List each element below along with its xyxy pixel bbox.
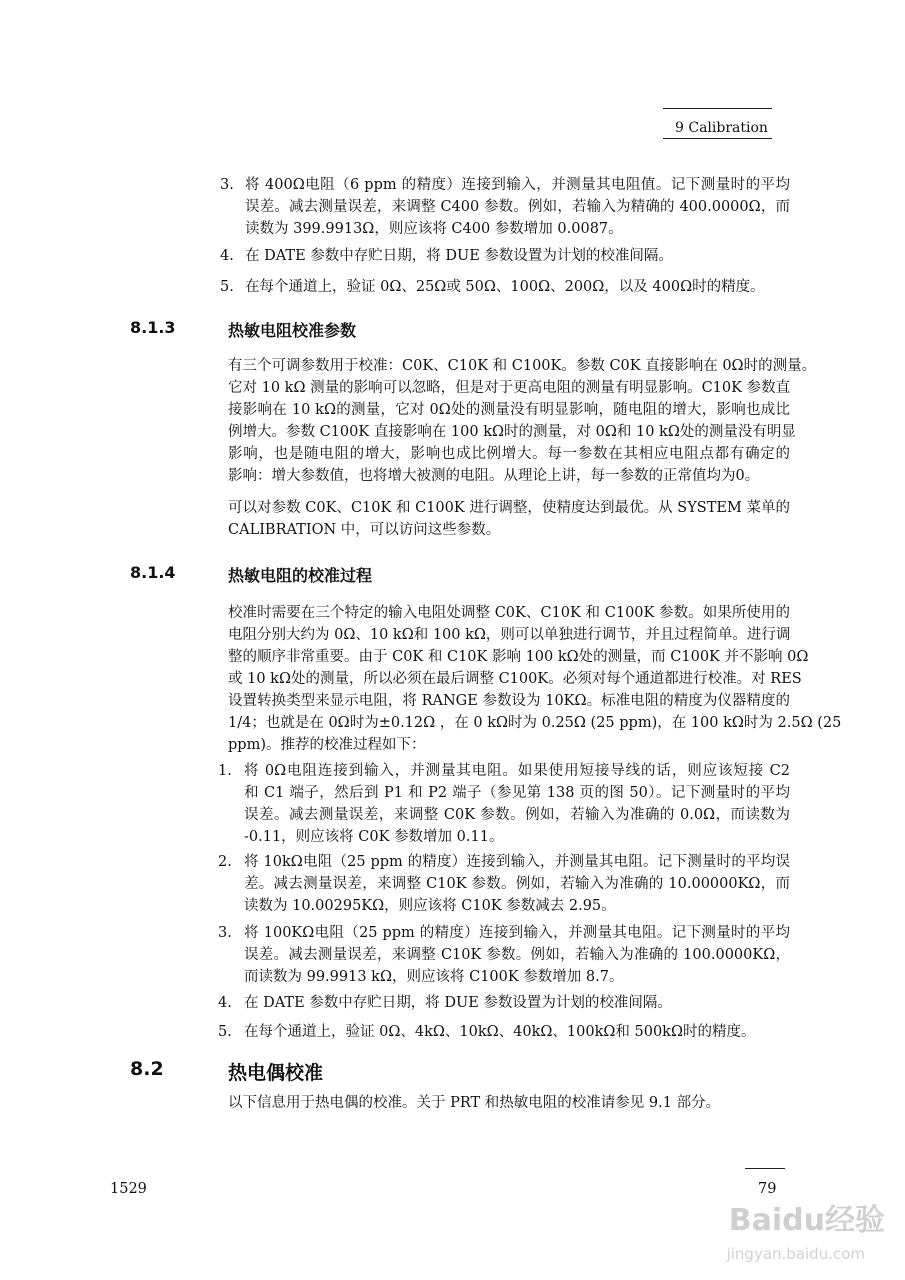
text-line: 接影响在 10 kΩ的测量，它对 0Ω处的测量没有明显影响，随电阻的增大，影响也成比 bbox=[228, 402, 790, 418]
section-number-82: 8.2 bbox=[130, 1058, 164, 1080]
text-line: 在 DATE 参数中存贮日期，将 DUE 参数设置为计划的校准间隔。 bbox=[244, 995, 672, 1011]
text-line: 整的顺序非常重要。由于 C0K 和 C10K 影响 100 kΩ处的测量，而 C100K 并不影响 0Ω bbox=[228, 649, 809, 665]
section-number-813: 8.1.3 bbox=[130, 318, 176, 337]
text-line: 例增大。参数 C100K 直接影响在 100 kΩ时的测量，对 0Ω和 10 kΩ处的测量没有明显 bbox=[228, 424, 796, 440]
page-number: 79 bbox=[758, 1181, 777, 1197]
chapter-header: 9 Calibration bbox=[675, 120, 768, 136]
list-number: 3. bbox=[218, 925, 232, 941]
footer-code: 1529 bbox=[110, 1181, 147, 1197]
text-line: 1/4；也就是在 0Ω时为±0.12Ω ，在 0 kΩ时为 0.25Ω (25 ppm)，在 100 kΩ时为 2.5Ω (25 bbox=[228, 715, 842, 731]
header-rule-bottom bbox=[663, 138, 772, 139]
paragraph-813-2 bbox=[228, 497, 790, 541]
list-item bbox=[245, 245, 790, 267]
list-number: 4. bbox=[220, 248, 234, 264]
text-line: CALIBRATION 中，可以访问这些参数。 bbox=[228, 522, 501, 538]
list-number: 5. bbox=[218, 1024, 232, 1040]
section-title-814: 热敏电阻的校准过程 bbox=[228, 566, 373, 585]
text-line: 在每个通道上，验证 0Ω、25Ω或 50Ω、100Ω、200Ω，以及 400Ω时的精度。 bbox=[245, 279, 765, 295]
text-line: 校准时需要在三个特定的输入电阻处调整 C0K、C10K 和 C100K 参数。如果所使用的 bbox=[228, 605, 790, 621]
text-line: 它对 10 kΩ 测量的影响可以忽略，但是对于更高电阻的测量有明显影响。C10K 参数直 bbox=[228, 380, 791, 396]
list-number: 3. bbox=[220, 177, 234, 193]
text-line: 将 10kΩ电阻（25 ppm 的精度）连接到输入，并测量其电阻。记下测量时的平均误 bbox=[244, 854, 790, 870]
text-line: 和 C1 端子，然后到 P1 和 P2 端子（参见第 138 页的图 50）。记下测量时的平均 bbox=[244, 785, 790, 801]
list-number: 5. bbox=[220, 279, 234, 295]
list-item bbox=[244, 851, 790, 917]
text-line: 读数为 399.9913Ω，则应该将 C400 参数增加 0.0087。 bbox=[245, 221, 623, 237]
text-line: 在 DATE 参数中存贮日期，将 DUE 参数设置为计划的校准间隔。 bbox=[245, 248, 673, 264]
list-number: 1. bbox=[218, 763, 232, 779]
baidu-watermark-url: jingyan.baidu.com bbox=[726, 1245, 865, 1263]
text-line: 有三个可调参数用于校准：C0K、C10K 和 C100K。参数 C0K 直接影响在 0Ω时的测量。 bbox=[228, 358, 817, 374]
text-line: 读数为 10.00295KΩ，则应该将 C10K 参数减去 2.95。 bbox=[244, 898, 616, 914]
section-title-813: 热敏电阻校准参数 bbox=[228, 321, 357, 340]
text-line: 将 100KΩ电阻（25 ppm 的精度）连接到输入，并测量其电阻。记下测量时的平均 bbox=[244, 925, 790, 941]
text-line: 将 400Ω电阻（6 ppm 的精度）连接到输入，并测量其电阻值。记下测量时的平均 bbox=[245, 177, 790, 193]
text-line: 影响：增大参数值，也将增大被测的电阻。从理论上讲，每一参数的正常值均为0。 bbox=[228, 468, 760, 484]
text-line: 误差。减去测量误差，来调整 C10K 参数。例如，若输入为准确的 100.0000KΩ， bbox=[244, 947, 790, 963]
baidu-watermark-logo: Baidu经验 bbox=[728, 1203, 885, 1238]
list-item bbox=[245, 276, 790, 298]
text-line: 或 10 kΩ处的测量，所以必须在最后调整 C100K。必须对每个通道都进行校准。对 RES bbox=[228, 671, 802, 687]
text-line: 影响，也是随电阻的增大，影响也成比例增大。每一参数在其相应电阻点都有确定的 bbox=[228, 446, 790, 462]
text-line: ppm)。推荐的校准过程如下： bbox=[228, 737, 426, 753]
list-number: 4. bbox=[218, 995, 232, 1011]
text-line: 电阻分别大约为 0Ω、10 kΩ和 100 kΩ，则可以单独进行调节，并且过程简单。进行调 bbox=[228, 627, 791, 643]
list-item bbox=[244, 992, 790, 1014]
list-item bbox=[245, 174, 790, 240]
paragraph-82: 以下信息用于热电偶的校准。关于 PRT 和热敏电阻的校准请参见 9.1 部分。 bbox=[228, 1095, 721, 1111]
text-line: -0.11，则应该将 C0K 参数增加 0.11。 bbox=[244, 829, 504, 845]
text-line: 差。减去测量误差，来调整 C10K 参数。例如，若输入为准确的 10.00000KΩ，而 bbox=[244, 876, 790, 892]
text-line: 将 0Ω电阻连接到输入，并测量其电阻。如果使用短接导线的话，则应该短接 C2 bbox=[244, 763, 790, 779]
list-item bbox=[244, 922, 790, 988]
text-line: 在每个通道上，验证 0Ω、4kΩ、10kΩ、40kΩ、100kΩ和 500kΩ时的精度。 bbox=[244, 1024, 756, 1040]
footer-rule bbox=[745, 1168, 785, 1169]
text-line: 而读数为 99.9913 kΩ，则应该将 C100K 参数增加 8.7。 bbox=[244, 969, 624, 985]
list-item bbox=[244, 1021, 790, 1043]
section-title-82: 热电偶校准 bbox=[228, 1062, 324, 1084]
list-number: 2. bbox=[218, 854, 232, 870]
paragraph-813-1 bbox=[228, 355, 817, 487]
paragraph-814 bbox=[228, 602, 842, 756]
section-number-814: 8.1.4 bbox=[130, 563, 176, 582]
text-line: 误差。减去测量误差，来调整 C400 参数。例如，若输入为精确的 400.0000Ω，而 bbox=[245, 199, 790, 215]
list-item bbox=[244, 760, 790, 848]
text-line: 可以对参数 C0K、C10K 和 C100K 进行调整，使精度达到最优。从 SYSTEM 菜单的 bbox=[228, 500, 790, 516]
text-line: 误差。减去测量误差，来调整 C0K 参数。例如，若输入为准确的 0.0Ω，而读数为 bbox=[244, 807, 790, 823]
text-line: 设置转换类型来显示电阻，将 RANGE 参数设为 10KΩ。标准电阻的精度为仪器精度的 bbox=[228, 693, 790, 709]
header-rule-top bbox=[663, 108, 772, 109]
